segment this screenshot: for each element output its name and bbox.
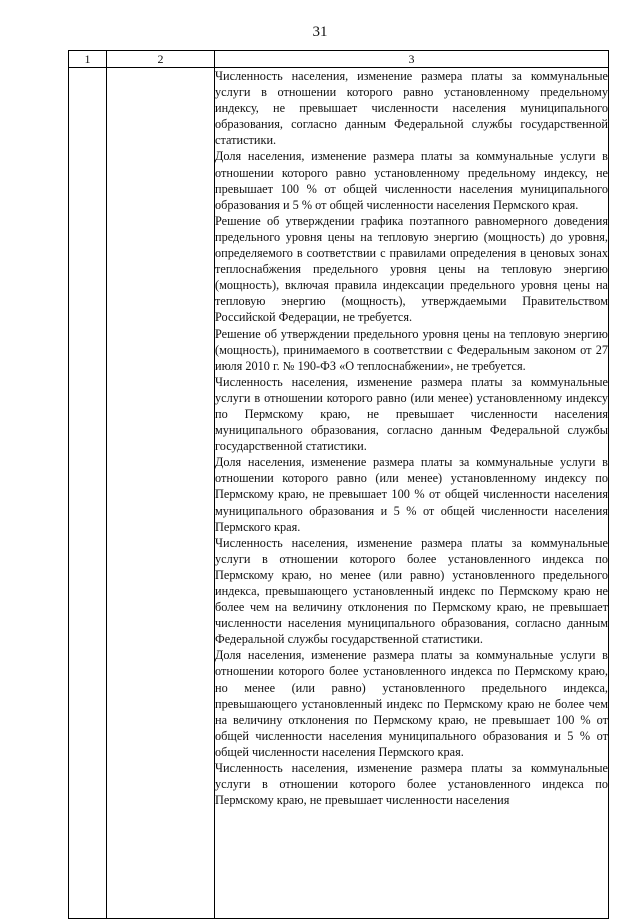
column-header-2: 2 — [107, 51, 215, 68]
paragraph: Численность населения, изменение размера платы за коммунальные услуги в отношении которого равно (или менее) установленному индексу по Пермскому краю, не превышает численности населения муниципального образования, согласно данным Федеральной службы государственной статистики. — [215, 374, 608, 454]
cell-col-1 — [69, 68, 107, 919]
paragraph: Численность населения, изменение размера платы за коммунальные услуги в отношении которого равно установленному предельному индексу, не превышает численности населения муниципального образования, согласно данным Федеральной службы государственной статистики. — [215, 69, 608, 148]
column-header-3: 3 — [215, 51, 609, 68]
paragraph: Численность населения, изменение размера платы за коммунальные услуги в отношении которого более установленного индекса по Пермскому краю, но менее (или равно) установленного предельного индекса, превышающего установленный индекс по Пермскому краю не более чем на величину отклонения по Пермскому краю, не превышает численности населения муниципального образования, согласно данным Федеральной службы государственной статистики. — [215, 535, 608, 647]
cell-col-3 — [215, 68, 609, 919]
page-number: 31 — [312, 24, 328, 40]
cell-col-2 — [107, 68, 215, 919]
paragraph: Доля населения, изменение размера платы за коммунальные услуги в отношении которого равно установленному предельному индексу, не превышает 100 % от общей численности населения муниципального образования и 5 % от общей численности населения Пермского края. — [215, 149, 608, 212]
paragraph: Доля населения, изменение размера платы за коммунальные услуги в отношении которого равно (или менее) установленному индексу по Пермскому краю, не превышает 100 % от общей численности населения муниципального образования и 5 % от общей численности населения Пермского края. — [215, 455, 608, 534]
table-row — [69, 68, 609, 919]
paragraph: Доля населения, изменение размера платы за коммунальные услуги в отношении которого более установленного индекса по Пермскому краю, но менее (или равно) установленного предельного индекса, превышающего установленный индекс по Пермскому краю не более чем на величину отклонения по Пермскому краю, не превышает 100 % от общей численности населения муниципального образования и 5 % от общей численности населения Пермского края. — [215, 648, 608, 759]
paragraph: Решение об утверждении предельного уровня цены на тепловую энергию (мощность), принимаемого в соответствии с Федеральным законом от 27 июля 2010 г. № 190-ФЗ «О теплоснабжении», не требуется. — [215, 326, 608, 373]
paragraph: Численность населения, изменение размера платы за коммунальные услуги в отношении которого более установленного индекса по Пермскому краю, не превышает численности населения — [215, 761, 608, 808]
document-table — [68, 50, 609, 919]
paragraph: Решение об утверждении графика поэтапного равномерного доведения предельного уровня цены на тепловую энергию (мощность) до уровня, определяемого в соответствии с правилами определения в ценовых зонах теплоснабжения предельного уровня цены на тепловую энергию (мощность), включая правила индексации предельного уровня цены на тепловую энергию (мощность), утверждаемыми Правительством Российской Федерации, не требуется. — [215, 213, 608, 325]
column-header-1: 1 — [69, 51, 107, 68]
table-header-row — [69, 51, 609, 68]
